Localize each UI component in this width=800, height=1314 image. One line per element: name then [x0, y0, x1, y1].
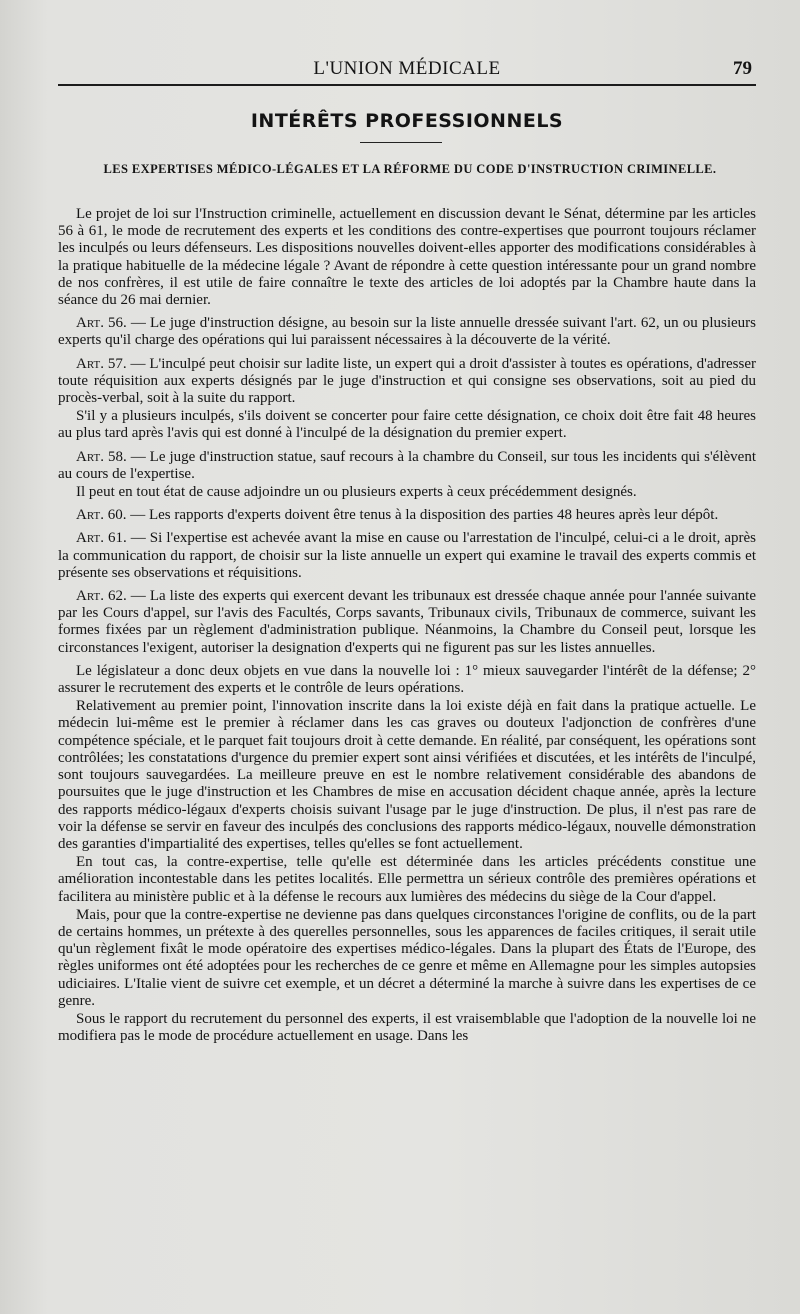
article-label: Art. 58. [76, 448, 127, 465]
running-title: L'UNION MÉDICALE [313, 58, 501, 79]
article-label: Art. 62. [76, 588, 127, 605]
article-text: — L'inculpé peut choisir sur ladite liste, un expert qui a droit d'assister à toutes es opérations, d'adresser toute réquisition aux experts désignés par le juge d'instruction et qui consigne ses observations, soit au pied du procès-verbal, soit à la suite du rapport. [58, 355, 757, 407]
section-rule [360, 142, 442, 143]
article-58-continued: Il peut en tout état de cause adjoindre un ou plusieurs experts à ceux précédemment designés. [76, 484, 637, 501]
article-60 [58, 507, 756, 524]
commentary-paragraph: En tout cas, la contre-expertise, telle qu'elle est déterminée dans les articles précédents constitue une amélioration incontestable dans les petites localités. Elle permettra un sérieux contrôle des premières opérations et facilitera au ministère public et à la défense le recours aux lumières des médecins du siège de la Cour d'appel. [58, 854, 756, 905]
article-57-continued: S'il y a plusieurs inculpés, s'ils doivent se concerter pour faire cette désignation, ce choix doit être fait 48 heures au plus tard après l'avis qui est donné à l'inculpé de la désignation du premier expert. [58, 408, 756, 442]
commentary-paragraph: Le législateur a donc deux objets en vue dans la nouvelle loi : 1° mieux sauvegarder l'intérêt de la défense; 2° assurer le recrutement des experts et le contrôle de leurs opérations. [58, 662, 756, 697]
commentary-paragraph: Mais, pour que la contre-expertise ne devienne pas dans quelques circonstances l'origine de conflits, ou de la part de certains hommes, un prétexte à des querelles personnelles, sous les apparences de faciles critiques, il serait utile qu'un règlement fixât le mode opératoire des expertises médico-légales. Dans la plupart des États de l'Europe, des règles uniformes ont été adoptées pour les recherches de ce genre et même en Allemagne pour les simples autopsies udiciaires. L'Italie vient de suivre cet exemple, et un décret a déterminé la marche à suivre dans les expertises de ce genre. [58, 906, 756, 1009]
article-text: — La liste des experts qui exercent devant les tribunaux est dressée chaque année pour l'année suivante par les Cours d'appel, sur l'avis des Facultés, Corps savants, Tribunaux civils, Tribunaux de commerce, suivant les formes fixées par un règlement d'administration publique. Néanmoins, la Chambre du Conseil peut, lorsque les circonstances l'exigent, autoriser la designation d'experts qui ne figurent pas sur les listes annuelles. [58, 588, 757, 656]
article-label: Art. 56. [76, 315, 127, 332]
intro-paragraph: Le projet de loi sur l'Instruction criminelle, actuellement en discussion devant le Sénat, détermine par les articles 56 à 61, le mode de recrutement des experts et les conditions des contre-expertises que pourront toujours réclamer les inculpés ou leurs défenseurs. Les dispositions nouvelles doivent-elles apporter des modifications considérables à la pratique habituelle de la médecine légale ? Avant de répondre à cette question intéressante pour un grand nombre de nos confrères, il est utile de faire connaître le texte des articles de loi adoptés par la Chambre haute dans la séance du 26 mai dernier. [58, 206, 756, 309]
article-text: — Le juge d'instruction désigne, au besoin sur la liste annuelle dressée suivant l'art. 62, un ou plusieurs experts qu'il charge des opérations qui lui paraissent nécessaires à la découverte de la vérité. [58, 315, 756, 349]
section-title: INTÉRÊTS PROFESSIONNELS [250, 110, 564, 132]
commentary-paragraph: Sous le rapport du recrutement du personnel des experts, il est vraisemblable que l'adoption de la nouvelle loi ne modifiera pas le mode de procédure actuellement en usage. Dans les [58, 1010, 756, 1045]
article-61 [58, 530, 756, 582]
article-text: — Les rapports d'experts doivent être tenus à la disposition des parties 48 heures après leur dépôt. [130, 507, 719, 524]
article-57 [58, 356, 756, 408]
article-label: Art. 57. [76, 355, 127, 372]
commentary-paragraph: Relativement au premier point, l'innovation inscrite dans la loi existe déjà en fait dans la pratique actuelle. Le médecin lui-même est le premier à réclamer dans les cas graves ou douteux l'adjonction de confrères d'une compétence spéciale, et le parquet fait toujours droit à cette demande. En réalité, par conséquent, les opérations sont contrôlées; les constatations d'urgence du premier expert sont ainsi vérifiées et discutées, et les intérêts de l'inculpé, sont toujours sauvegardées. La meilleure preuve en est le nombre relativement considérable des abandons de poursuites que le juge d'instruction et les Chambres de mise en accusation décident chaque année, après la lecture des rapports médico-légaux d'experts choisis suivant l'usage par le juge d'instruction. De plus, il n'est pas rare de voir la défense se servir en faveur des inculpés des conclusions des rapports médico-légaux, nouvelle démonstration des garanties d'impartialité des expertises, telles qu'elles se font actuellement. [58, 698, 756, 852]
article-label: Art. 60. [76, 507, 127, 524]
article-text: — Si l'expertise est achevée avant la mise en cause ou l'arrestation de l'inculpé, celui-ci a le droit, après la communication du rapport, de choisir sur la liste annuelle un expert qui examine le travail des experts commis et présente ses observations et réquisitions. [58, 530, 756, 581]
article-body [58, 206, 756, 1046]
page-number: 79 [733, 58, 752, 79]
article-text: — Le juge d'instruction statue, sauf recours à la chambre du Conseil, sur tous les incidents qui s'élèvent au cours de l'expertise. [58, 448, 756, 482]
article-56 [58, 315, 756, 349]
article-label: Art. 61. [76, 530, 127, 547]
running-head [58, 58, 756, 86]
article-58 [58, 449, 756, 483]
article-62 [58, 588, 756, 657]
article-title: LES EXPERTISES MÉDICO-LÉGALES ET LA RÉFORME DU CODE D'INSTRUCTION CRIMINELLE. [103, 162, 717, 176]
